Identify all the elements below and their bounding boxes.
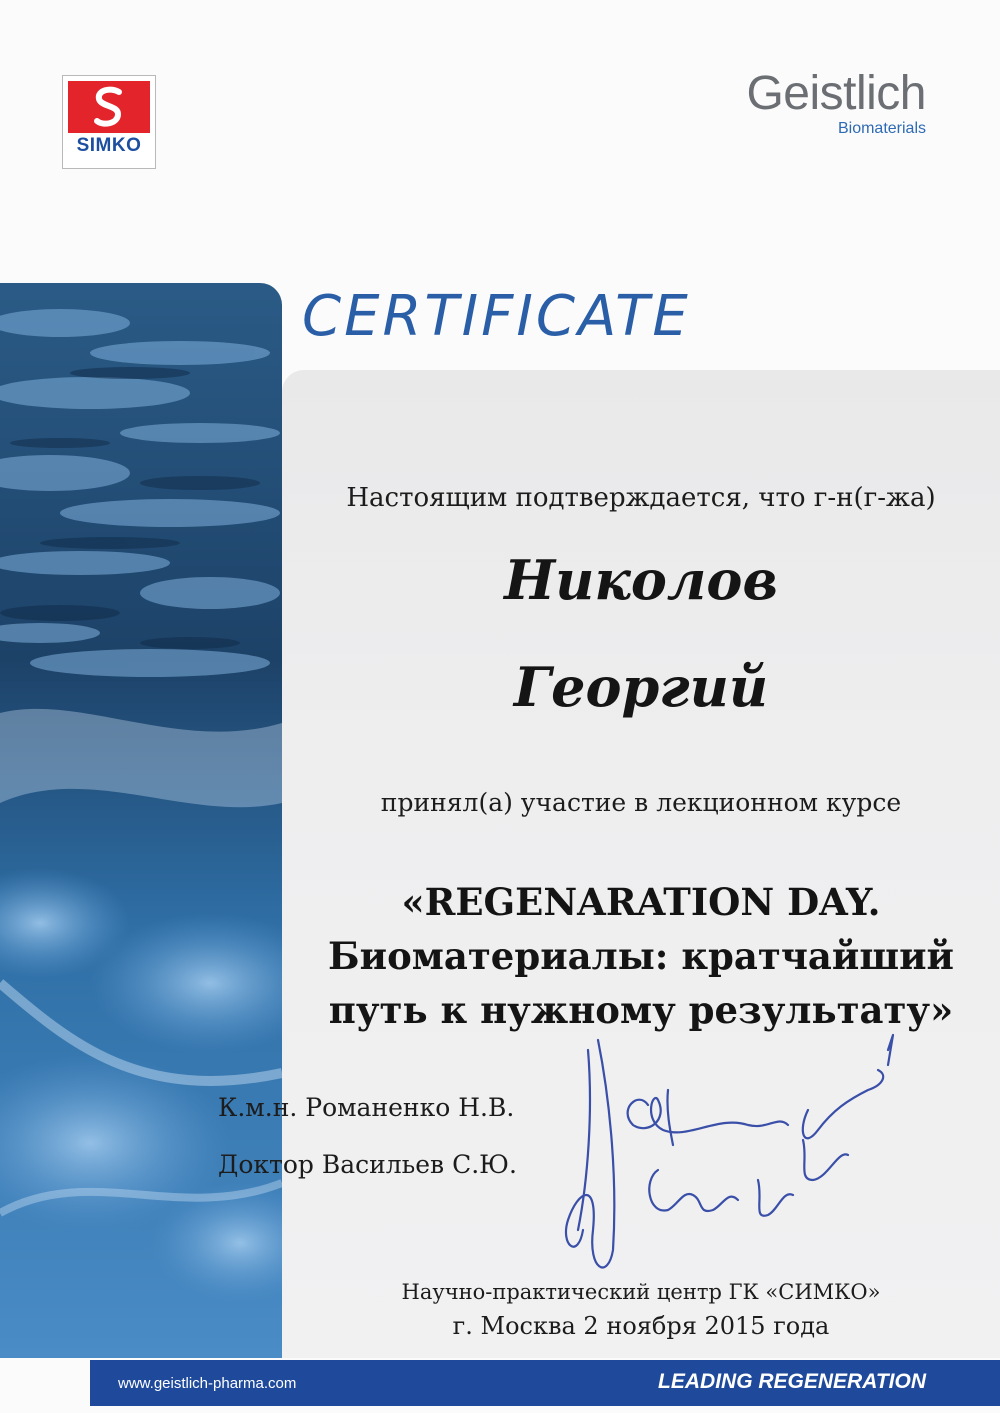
date-line: г. Москва 2 ноября 2015 года [452,1312,830,1340]
footer-url: www.geistlich-pharma.com [118,1375,297,1392]
recipient-first-name: Георгий [513,655,769,719]
signature-image [548,1030,908,1290]
course-title [282,875,1000,1037]
footer-slogan: LEADING REGENERATION [658,1370,926,1393]
simko-s-icon [68,81,150,133]
course-title-line-3: путь к нужному результату» [328,988,954,1032]
simko-logo-text: SIMKO [76,135,142,156]
geistlich-logo [746,67,926,138]
intro-text: Настоящим подтверждается, что г-н(г-жа) [346,483,936,513]
course-title-line-2: Биоматериалы: кратчайший [328,934,954,978]
tissue-image [0,283,282,1358]
organization: Научно-практический центр ГК «СИМКО» [401,1280,881,1304]
course-title-line-1: «REGENARATION DAY. [401,880,881,924]
geistlich-brand: Geistlich [746,67,926,120]
recipient-surname: Николов [504,548,778,612]
participation-text: принял(а) участие в лекционном курсе [380,788,902,817]
lecturer-2: Доктор Васильев С.Ю. [218,1150,517,1179]
certificate-title: CERTIFICATE [302,284,691,349]
lecturer-1: К.м.н. Романенко Н.В. [218,1093,515,1122]
footer-bar [90,1360,1000,1406]
geistlich-sub: Biomaterials [837,120,926,137]
simko-logo [62,75,156,169]
